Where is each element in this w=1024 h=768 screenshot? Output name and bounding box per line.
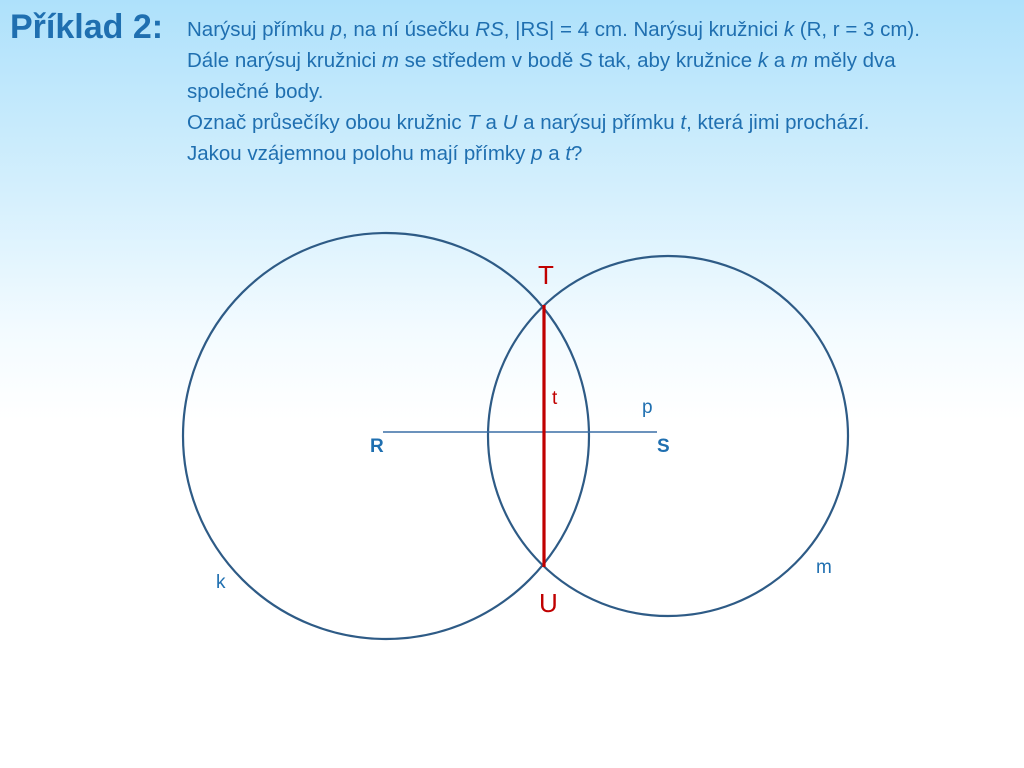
label-T: T (538, 260, 554, 290)
task-math-symbol: S (578, 49, 593, 72)
task-text-segment: Jakou vzájemnou polohu mají přímky (187, 142, 532, 165)
task-math-symbol: p (531, 142, 543, 165)
task-text-segment: a (542, 142, 566, 165)
task-text-segment: (R, r = 3 cm). (794, 18, 920, 41)
task-text-segment: a (768, 49, 791, 72)
label-k: k (216, 572, 226, 593)
task-text-segment: a (479, 111, 503, 134)
task-text-segment: a narýsuj přímku (517, 111, 681, 134)
task-text-segment: Narýsuj přímku (187, 18, 331, 41)
task-text-segment: , která jimi prochází. (686, 111, 870, 134)
task-math-symbol: RS (475, 18, 504, 41)
label-t: t (552, 388, 558, 409)
slide-title: Příklad 2: (10, 8, 164, 46)
task-math-symbol: m (381, 49, 399, 72)
label-U: U (539, 588, 558, 618)
label-m: m (816, 557, 832, 578)
task-math-symbol: p (330, 18, 342, 41)
task-math-symbol: T (467, 111, 480, 134)
label-R: R (370, 436, 384, 457)
task-text-segment: ? (571, 142, 583, 165)
task-text-segment: Označ průsečíky obou kružnic (187, 111, 468, 134)
label-S: S (657, 436, 670, 457)
task-math-symbol: k (757, 49, 769, 72)
task-text-segment: , na ní úsečku (341, 18, 476, 41)
task-text-segment: společné body. (187, 80, 324, 103)
task-math-symbol: t (680, 111, 687, 134)
task-text-segment: , |RS| = 4 cm. Narýsuj kružnici (503, 18, 784, 41)
task-math-symbol: t (565, 142, 572, 165)
label-p: p (642, 397, 653, 418)
task-math-symbol: m (790, 49, 808, 72)
task-text-segment: se středem v bodě (398, 49, 579, 72)
task-text-segment: Dále narýsuj kružnici (187, 49, 382, 72)
task-text-segment: měly dva (807, 49, 896, 72)
task-text-segment: tak, aby kružnice (592, 49, 758, 72)
circle-k (183, 233, 589, 639)
task-math-symbol: k (783, 18, 795, 41)
task-math-symbol: U (502, 111, 518, 134)
